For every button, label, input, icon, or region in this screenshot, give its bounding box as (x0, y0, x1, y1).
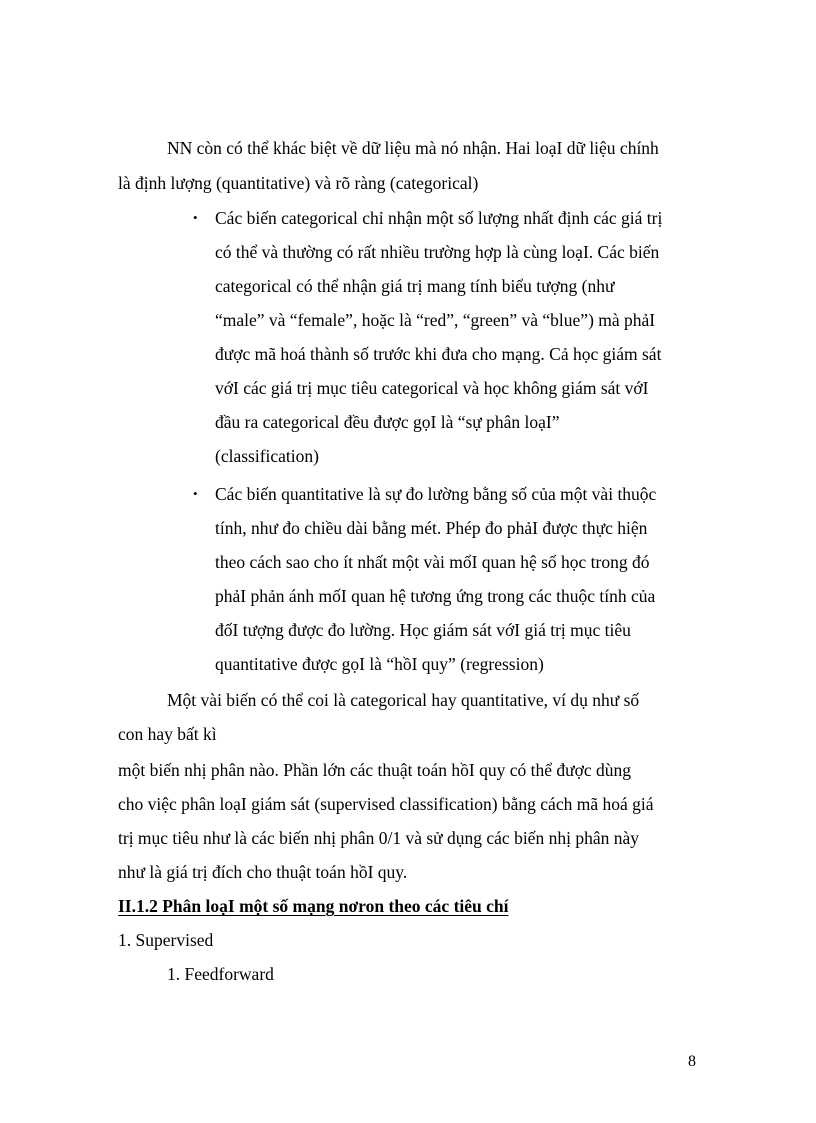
paragraph-2-line-4: cho việc phân loạI giám sát (supervised classification) bằng cách mã hoá giá (118, 794, 654, 814)
bullet-2-line-3: theo cách sao cho ít nhất một vài mốI quan hệ số học trong đó (215, 552, 650, 572)
bullet-1-line-1: Các biến categorical chỉ nhận một số lượng nhất định các giá trị (215, 208, 663, 228)
bullet-2-line-2: tính, như đo chiều dài bằng mét. Phép đo phảI được thực hiện (215, 518, 648, 538)
paragraph-2-line-5: trị mục tiêu như là các biến nhị phân 0/1 và sử dụng các biến nhị phân này (118, 828, 639, 848)
bullet-2-line-5: đốI tượng được đo lường. Học giám sát vớI giá trị mục tiêu (215, 620, 631, 640)
bullet-1-line-6: vớI các giá trị mục tiêu categorical và học không giám sát vớI (215, 378, 649, 398)
bullet-1-line-5: được mã hoá thành số trước khi đưa cho mạng. Cả học giám sát (215, 344, 662, 364)
bullet-1-line-2: có thể và thường có rất nhiều trường hợp là cùng loạI. Các biến (215, 242, 660, 262)
list-item-feedforward: 1. Feedforward (167, 964, 274, 984)
paragraph-2-line-1: Một vài biến có thể coi là categorical hay quantitative, ví dụ như số (167, 690, 640, 710)
paragraph-2-line-2: con hay bất kì (118, 724, 217, 744)
paragraph-2-line-6: như là giá trị đích cho thuật toán hồI quy. (118, 862, 408, 882)
intro-line-1: NN còn có thể khác biệt về dữ liệu mà nó nhận. Hai loạI dữ liệu chính (167, 138, 659, 158)
bullet-1-line-4: “male” và “female”, hoặc là “red”, “green” và “blue”) mà phảI (215, 310, 656, 330)
bullet-1-line-3: categorical có thể nhận giá trị mang tính biểu tượng (như (215, 276, 615, 296)
bullet-marker-2: • (193, 486, 198, 501)
bullet-2-line-6: quantitative được gọI là “hồI quy” (regression) (215, 654, 544, 674)
bullet-1-line-8: (classification) (215, 446, 319, 466)
paragraph-2-line-3: một biến nhị phân nào. Phần lớn các thuật toán hồI quy có thể được dùng (118, 760, 632, 780)
bullet-2-line-4: phảI phản ánh mốI quan hệ tương ứng trong các thuộc tính của (215, 586, 656, 606)
intro-line-2: là định lượng (quantitative) và rõ ràng (categorical) (118, 173, 479, 193)
bullet-marker-1: • (193, 210, 198, 225)
bullet-1-line-7: đầu ra categorical đều được gọI là “sự phân loạI” (215, 412, 560, 432)
page-number: 8 (688, 1053, 696, 1070)
bullet-2-line-1: Các biến quantitative là sự đo lường bằng số của một vài thuộc (215, 484, 657, 504)
section-heading: II.1.2 Phân loạI một số mạng nơron theo các tiêu chí (118, 896, 509, 916)
list-item-supervised: 1. Supervised (118, 930, 214, 950)
